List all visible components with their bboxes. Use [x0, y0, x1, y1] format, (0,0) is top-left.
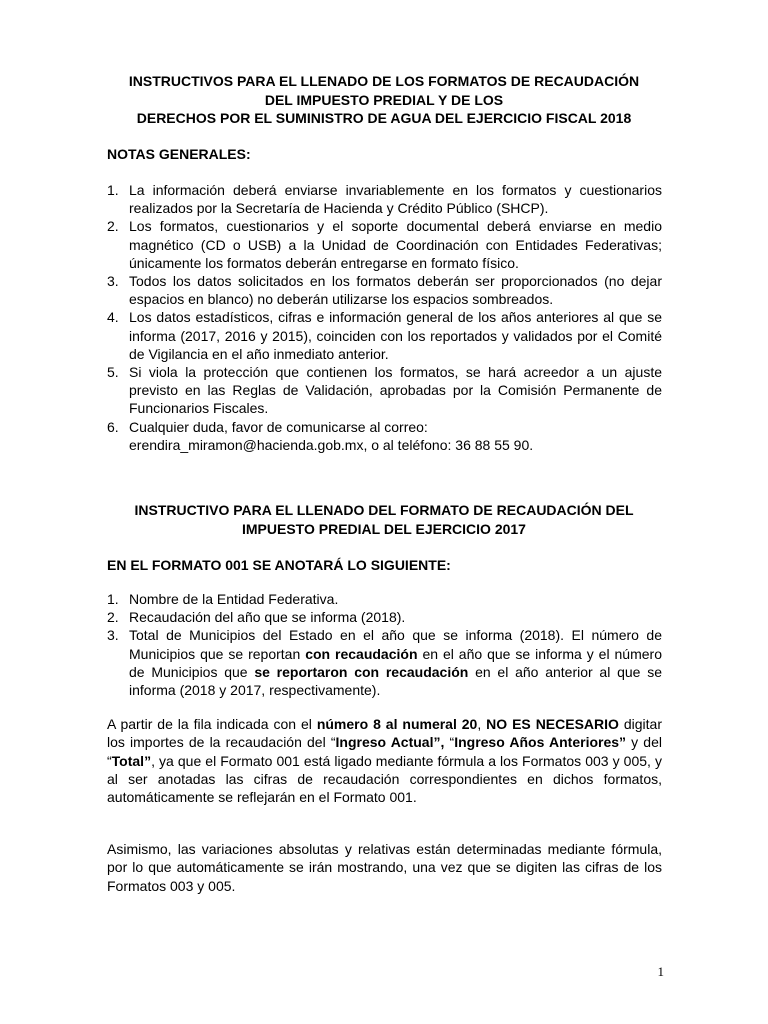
list-item: 3. Todos los datos solicitados en los formatos deberán ser proporcionados (no dejar espacios en blanco) no deberán utilizarse los espacios sombreados.	[107, 273, 662, 308]
title-line-1: INSTRUCTIVOS PARA EL LLENADO DE LOS FORMATOS DE RECAUDACIÓN	[128, 73, 640, 89]
paragraph-variaciones: Asimismo, las variaciones absolutas y relativas están determinadas mediante fórmula, por lo que automáticamente se irán mostrando, una vez que se digiten las cifras de los Formatos 003 y 005.	[107, 841, 662, 894]
instructivo-title-line-1: INSTRUCTIVO PARA EL LLENADO DEL FORMATO DE RECAUDACIÓN DEL	[134, 502, 634, 518]
list-item: 1. La información deberá enviarse invariablemente en los formatos y cuestionarios realizados por la Secretaría de Hacienda y Crédito Público (SHCP).	[107, 182, 662, 217]
list-item: 4. Los datos estadísticos, cifras e información general de los años anteriores al que se informa (2017, 2016 y 2015), coinciden con los reportados y validados por el Comité de Vigilancia en el año inmediato anterior.	[107, 309, 662, 362]
instructivo-title-line-2: IMPUESTO PREDIAL DEL EJERCICIO 2017	[242, 520, 526, 537]
formato-list	[107, 590, 662, 699]
title-line-3: DERECHOS POR EL SUMINISTRO DE AGUA DEL EJERCICIO FISCAL 2018	[136, 110, 632, 126]
formato-001-heading: EN EL FORMATO 001 SE ANOTARÁ LO SIGUIENTE:	[107, 557, 451, 573]
list-item: 2. Recaudación del año que se informa (2018).	[107, 609, 406, 626]
instructivo-title	[80, 501, 688, 538]
list-item: 5. Si viola la protección que contienen los formatos, se hará acreedor a un ajuste previsto en las Reglas de Validación, aprobadas por la Comisión Permanente de Funcionarios Fiscales.	[107, 364, 662, 417]
page-number: 1	[657, 964, 664, 979]
notas-generales-heading: NOTAS GENERALES:	[107, 146, 251, 162]
list-item: 6. Cualquier duda, favor de comunicarse al correo: erendira_miramon@hacienda.gob.mx, o al teléfono: 36 88 55 90.	[107, 418, 534, 453]
notas-list	[107, 181, 662, 454]
title-line-2: DEL IMPUESTO PREDIAL Y DE LOS	[264, 91, 504, 108]
contact-email-phone: erendira_miramon@hacienda.gob.mx, o al teléfono: 36 88 55 90.	[129, 436, 534, 453]
list-item: 1. Nombre de la Entidad Federativa.	[107, 591, 339, 607]
list-item: 2. Los formatos, cuestionarios y el soporte documental deberá enviarse en medio magnético (CD o USB) a la Unidad de Coordinación con Entidades Federativas; únicamente los formatos deberán entregarse en formato físico.	[107, 218, 662, 271]
list-item: 3. Total de Municipios del Estado en el año que se informa (2018). El número de Municipios que se reportan con recaudación en el año que se informa y el número de Municipios que se reportaron con recaudación en el año anterior al que se informa (2018 y 2017, respectivamente).	[107, 627, 662, 699]
document-title	[80, 72, 688, 128]
paragraph-formato-note: A partir de la fila indicada con el número 8 al numeral 20, NO ES NECESARIO digitar los importes de la recaudación del “Ingreso Actual”, “Ingreso Años Anteriores” y del “Total”, ya que el Formato 001 está ligado mediante fórmula a los Formatos 003 y 005, y al ser anotadas las cifras de recaudación correspondientes en dichos formatos, automáticamente se reflejarán en el Formato 001.	[107, 716, 662, 806]
